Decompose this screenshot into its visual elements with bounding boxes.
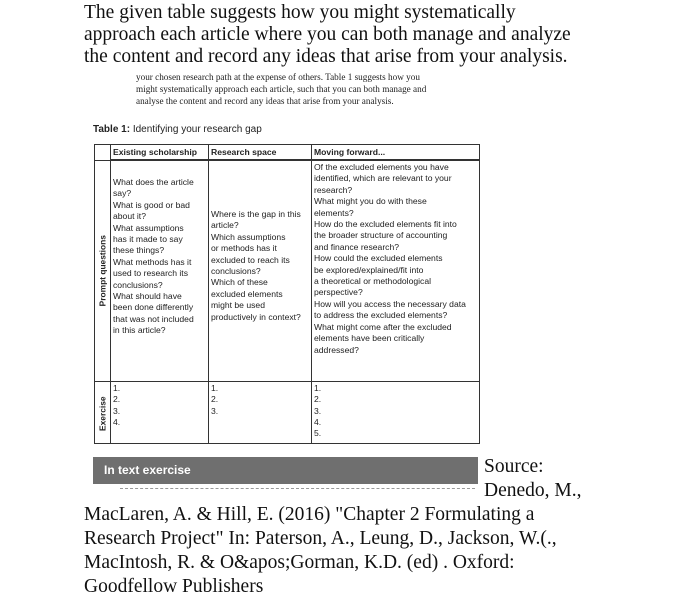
prompt-line: Of the excluded elements you have bbox=[314, 162, 449, 172]
prompt-line: excluded elements bbox=[211, 288, 283, 299]
citation bbox=[84, 503, 694, 599]
prompt-line: article? bbox=[211, 220, 239, 231]
prompt-line: How could the excluded elements bbox=[314, 253, 443, 264]
prompt-line: excluded to reach its bbox=[211, 254, 290, 265]
prompt-line: Which assumptions bbox=[211, 231, 286, 242]
exercise-item: 2. bbox=[314, 394, 322, 405]
prompt-line: a theoretical or methodological bbox=[314, 276, 432, 287]
research-space-cell bbox=[209, 209, 311, 323]
citation-line: MacIntosh, R. & O&apos;Gorman, K.D. (ed) . Oxford: bbox=[84, 552, 515, 573]
header-research-space: Research space bbox=[209, 145, 311, 160]
prompt-line: the broader structure of accounting bbox=[314, 230, 448, 241]
exercise-item: 3. bbox=[113, 405, 121, 416]
prompt-line: elements have been critically bbox=[314, 333, 425, 344]
research-gap-table bbox=[94, 144, 480, 444]
exercise-existing-scholarship bbox=[111, 383, 208, 428]
prompt-line: might be used bbox=[211, 300, 265, 311]
prompt-line: Which of these bbox=[211, 277, 268, 288]
divider bbox=[120, 488, 475, 489]
book-excerpt bbox=[136, 71, 506, 107]
citation-line: Research Project" In: Paterson, A., Leung, D., Jackson, W.(., bbox=[84, 528, 557, 549]
table-grid-line bbox=[95, 381, 479, 382]
row-label-prompt-questions: Prompt questions bbox=[97, 235, 108, 307]
exercise-item: 4. bbox=[113, 416, 121, 427]
prompt-line: elements? bbox=[314, 207, 354, 218]
existing-scholarship-cell bbox=[111, 177, 208, 337]
prompt-line: about it? bbox=[113, 211, 146, 222]
prompt-line: used to research its bbox=[113, 268, 188, 279]
exercise-item: 1. bbox=[211, 383, 219, 393]
prompt-line: What might come after the excluded bbox=[314, 321, 452, 332]
in-text-exercise-bar: In text exercise bbox=[93, 457, 478, 484]
intro-line: The given table suggests how you might systematically bbox=[84, 2, 516, 23]
table-caption-number: Table 1: bbox=[93, 124, 131, 135]
exercise-item: 2. bbox=[113, 394, 121, 405]
table-caption-title: Identifying your research gap bbox=[130, 124, 262, 135]
excerpt-line: might systematically approach each article, such that you can both manage and bbox=[136, 84, 427, 94]
prompt-line: conclusions? bbox=[113, 279, 163, 290]
moving-forward-cell bbox=[312, 162, 480, 356]
excerpt-line: your chosen research path at the expense of others. Table 1 suggests how you bbox=[136, 72, 420, 82]
prompt-line: addressed? bbox=[314, 344, 359, 355]
table-caption bbox=[93, 124, 262, 135]
exercise-item: 1. bbox=[314, 383, 322, 393]
prompt-line: say? bbox=[113, 188, 132, 199]
prompt-line: that was not included bbox=[113, 313, 194, 324]
prompt-line: What assumptions bbox=[113, 222, 184, 233]
intro-paragraph bbox=[84, 2, 684, 68]
prompt-line: in this article? bbox=[113, 325, 166, 336]
exercise-item: 3. bbox=[211, 405, 219, 416]
table-grid-line bbox=[95, 160, 479, 161]
intro-line: the content and record any ideas that arise from your analysis. bbox=[84, 46, 568, 67]
prompt-line: has it made to say bbox=[113, 234, 183, 245]
exercise-item: 2. bbox=[211, 394, 219, 405]
prompt-line: How will you access the necessary data bbox=[314, 298, 466, 309]
exercise-item: 3. bbox=[314, 405, 322, 416]
citation-line: MacLaren, A. & Hill, E. (2016) "Chapter 2 Formulating a bbox=[84, 504, 535, 525]
source-line: Denedo, M., bbox=[484, 480, 582, 501]
citation-line: Goodfellow Publishers bbox=[84, 576, 264, 597]
prompt-line: research? bbox=[314, 184, 353, 195]
excerpt-line: analyse the content and record any ideas that arise from your analysis. bbox=[136, 96, 394, 106]
prompt-line: these things? bbox=[113, 245, 165, 256]
prompt-line: be explored/explained/fit into bbox=[314, 264, 424, 275]
intro-line: approach each article where you can both manage and analyze bbox=[84, 24, 571, 45]
prompt-line: conclusions? bbox=[211, 266, 261, 277]
prompt-line: or methods has it bbox=[211, 243, 277, 254]
prompt-line: to address the excluded elements? bbox=[314, 310, 448, 321]
prompt-line: What is good or bad bbox=[113, 199, 190, 210]
prompt-line: What should have bbox=[113, 291, 182, 302]
source-line: Source: bbox=[484, 456, 544, 477]
exercise-moving-forward bbox=[312, 383, 480, 439]
prompt-line: perspective? bbox=[314, 287, 363, 298]
exercise-item: 4. bbox=[314, 416, 322, 427]
exercise-research-space bbox=[209, 383, 311, 417]
exercise-item: 5. bbox=[314, 428, 322, 439]
prompt-line: productively in context? bbox=[211, 311, 301, 322]
prompt-line: Where is the gap in this bbox=[211, 209, 301, 219]
prompt-line: identified, which are relevant to your bbox=[314, 173, 452, 184]
prompt-line: and finance research? bbox=[314, 241, 400, 252]
prompt-line: What does the article bbox=[113, 177, 194, 187]
exercise-item: 1. bbox=[113, 383, 121, 393]
header-existing-scholarship: Existing scholarship bbox=[111, 145, 208, 160]
source-label bbox=[484, 455, 581, 503]
prompt-line: What methods has it bbox=[113, 256, 192, 267]
header-moving-forward: Moving forward... bbox=[312, 145, 480, 160]
row-label-exercise: Exercise bbox=[97, 396, 108, 431]
prompt-line: How do the excluded elements fit into bbox=[314, 219, 457, 230]
prompt-line: been done differently bbox=[113, 302, 194, 313]
prompt-line: What might you do with these bbox=[314, 196, 427, 207]
